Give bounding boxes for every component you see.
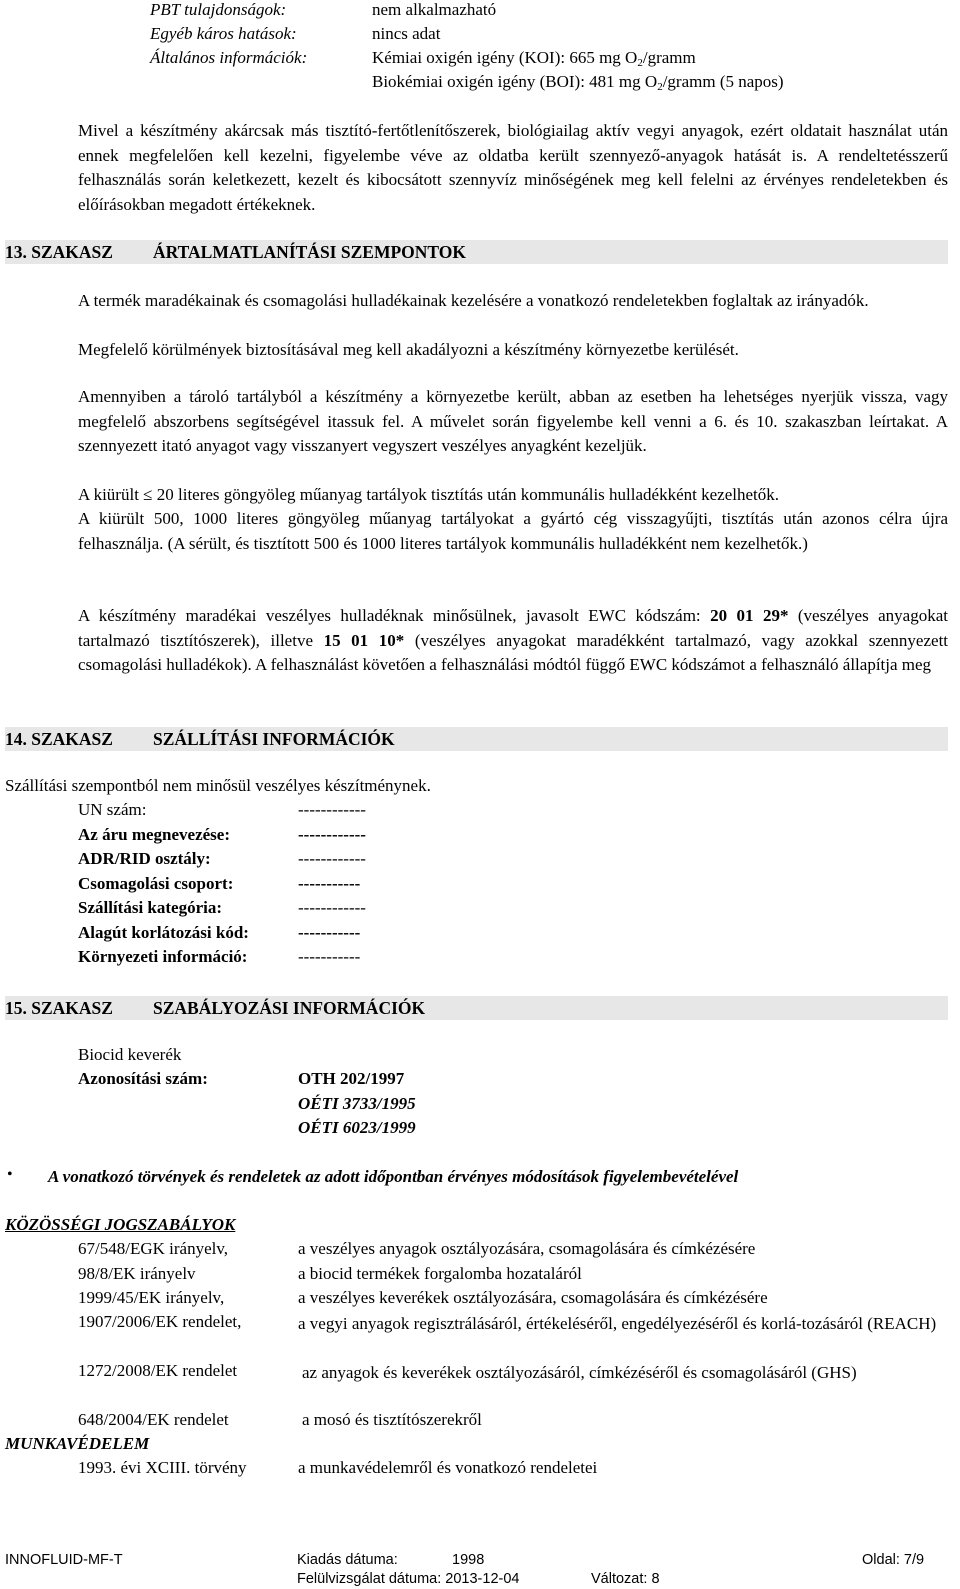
cod-value: Kémiai oxigén igény (KOI): 665 mg $O_2$/gramm: [372, 48, 696, 69]
law-ref: 648/2004/EK rendelet: [78, 1410, 229, 1429]
footer-version: Változat: 8: [591, 1571, 660, 1587]
footer-issue-value: 1998: [452, 1552, 485, 1568]
law-ref: 1999/45/EK irányelv,: [78, 1288, 225, 1307]
ewc-code-1: 20 01 29*: [710, 606, 789, 625]
transport-row: Csomagolási csoport: -----------: [78, 873, 361, 893]
section-13-title: ÁRTALMATLANÍTÁSI SZEMPONTOK: [153, 242, 466, 262]
section-15-title: SZABÁLYOZÁSI INFORMÁCIÓK: [153, 998, 426, 1018]
footer-page: Oldal: 7/9: [862, 1552, 925, 1568]
law-ref: 1907/2006/EK rendelet,: [78, 1312, 242, 1331]
pbt-value: nem alkalmazható: [372, 0, 497, 19]
section-13-header: [5, 240, 948, 264]
general-info-label: Általános információk:: [150, 48, 308, 67]
s13-p6: A készítmény maradékai veszélyes hulladéknak minősülnek, javasolt EWC kódszám: 20 01 29* (veszélyes anyagokat tartalmazó tisztítószerek), illetve 15 01 10* (veszélyes anyagokat maradékként tartalmazó, vagy azokkal szennyezett csomagolási hulladékok). A felhasználást követően a felhasználási módtól függő EWC kódszámot a felhasználó állapítja meg: [78, 606, 949, 674]
laws-note: A vonatkozó törvények és rendeletek az adott időpontban érvényes módosítások figyelembevételével: [48, 1167, 739, 1186]
law-desc: a munkavédelemről és vonatkozó rendeletei: [298, 1458, 598, 1477]
id-number-1: OTH 202/1997: [298, 1069, 405, 1088]
law-desc: a veszélyes anyagok osztályozására, csomagolására és címkézésére: [298, 1239, 756, 1258]
law-desc: a veszélyes keverékek osztályozására, csomagolására és címkézésére: [298, 1288, 768, 1307]
section-15-header: [5, 996, 948, 1020]
section-14-header: [5, 727, 948, 751]
pbt-label: PBT tulajdonságok:: [150, 0, 287, 19]
transport-row: ADR/RID osztály: ------------: [78, 849, 366, 868]
other-effects-value: nincs adat: [372, 24, 441, 43]
transport-table: [78, 800, 366, 972]
law-ref: 1993. évi XCIII. törvény: [78, 1458, 247, 1477]
bullet-icon: •: [7, 1166, 13, 1183]
ewc-code-2: 15 01 10*: [323, 630, 405, 650]
section-14-title: SZÁLLÍTÁSI INFORMÁCIÓK: [153, 729, 395, 749]
s13-p3: Amennyiben a tároló tartályból a készítmény a környezetbe került, abban az esetben ha lehetséges nyerjük vissza, vagy megfelelő abszorbens segítségével itassuk fel. A művelet során figyelembe kell venni a 6. és 10. szakaszban leírtakat. A szennyezett itató anyagot vagy visszanyert vegyszert veszélyes anyagként kezeljük.: [78, 387, 948, 455]
s13-p5: A kiürült 500, 1000 literes göngyöleg műanyag tartályokat a gyártó cég visszagyűjti, tisztítás után azonos célra újra felhasználja. (A sérült, és tisztított 500 és 1000 literes tartályok kommunális hulladékként nem kezelhetők.): [78, 509, 948, 553]
s13-p2: Megfelelő körülmények biztosításával meg kell akadályozni a készítmény környezetbe kerülését.: [78, 340, 739, 359]
transport-row: Alagút korlátozási kód: -----------: [78, 922, 361, 942]
law-ref: 1272/2008/EK rendelet: [78, 1361, 238, 1380]
law-desc: a biocid termékek forgalomba hozataláról: [298, 1264, 582, 1283]
eu-legislation-heading: KÖZÖSSÉGI JOGSZABÁLYOK: [5, 1215, 236, 1234]
transport-row: Szállítási kategória: ------------: [78, 898, 366, 917]
other-effects-label: Egyéb káros hatások:: [150, 24, 297, 43]
law-desc: a vegyi anyagok regisztrálásáról, értékeléséről, engedélyezéséről és korlá-tozásáról (REACH): [298, 1314, 937, 1333]
bod-value: Biokémiai oxigén igény (BOI): 481 mg $O_2$/gramm (5 napos): [372, 72, 784, 93]
id-number-2: OÉTI 3733/1995: [298, 1094, 416, 1113]
s13-p1: A termék maradékainak és csomagolási hulladékainak kezelésére a vonatkozó rendeletekben foglaltak az irányadók.: [78, 291, 869, 310]
transport-row: UN szám: ------------: [78, 800, 366, 819]
footer-issue-label: Kiadás dátuma:: [297, 1552, 398, 1568]
transport-intro: Szállítási szempontból nem minősül veszélyes készítménynek.: [5, 776, 431, 795]
biocide-label: Biocid keverék: [78, 1045, 182, 1064]
footer-doc-id: INNOFLUID-MF-T: [5, 1552, 123, 1568]
s13-p4: A kiürült ≤ 20 literes göngyöleg műanyag tartályok tisztítás után kommunális hulladékként kezelhetők.: [78, 485, 779, 504]
wastewater-paragraph: Mivel a készítmény akárcsak más tisztító-fertőtlenítőszerek, biológiailag aktív vegyi anyagok, ezért oldatait használat után ennek megfelelően kell kezelni, figyelembe véve az oldatba került szennyező-anyagok hatását is. A rendeltetésszerű felhasználás során keletkezett, kezelt és kibocsátott szennyvíz minőségének meg kell felelni az érvényes rendeletekben és előírásokban megadott értékeknek.: [78, 121, 948, 214]
law-ref: 67/548/EGK irányelv,: [78, 1239, 228, 1258]
transport-row: Az áru megnevezése: ------------: [78, 824, 366, 844]
section-13-number: 13. SZAKASZ: [5, 242, 113, 262]
id-number-3: OÉTI 6023/1999: [298, 1118, 416, 1137]
footer-review-date: Felülvizsgálat dátuma: 2013-12-04: [297, 1571, 520, 1587]
law-desc: a mosó és tisztítószerekről: [302, 1410, 482, 1429]
work-safety-heading: MUNKAVÉDELEM: [5, 1434, 150, 1453]
section-15-number: 15. SZAKASZ: [5, 998, 113, 1018]
law-desc: az anyagok és keverékek osztályozásáról, címkézéséről és csomagolásáról (GHS): [302, 1363, 857, 1382]
section-14-number: 14. SZAKASZ: [5, 729, 113, 749]
id-number-label: Azonosítási szám:: [78, 1069, 208, 1088]
law-ref: 98/8/EK irányelv: [78, 1264, 196, 1283]
transport-row: Környezeti információ: -----------: [78, 947, 361, 966]
